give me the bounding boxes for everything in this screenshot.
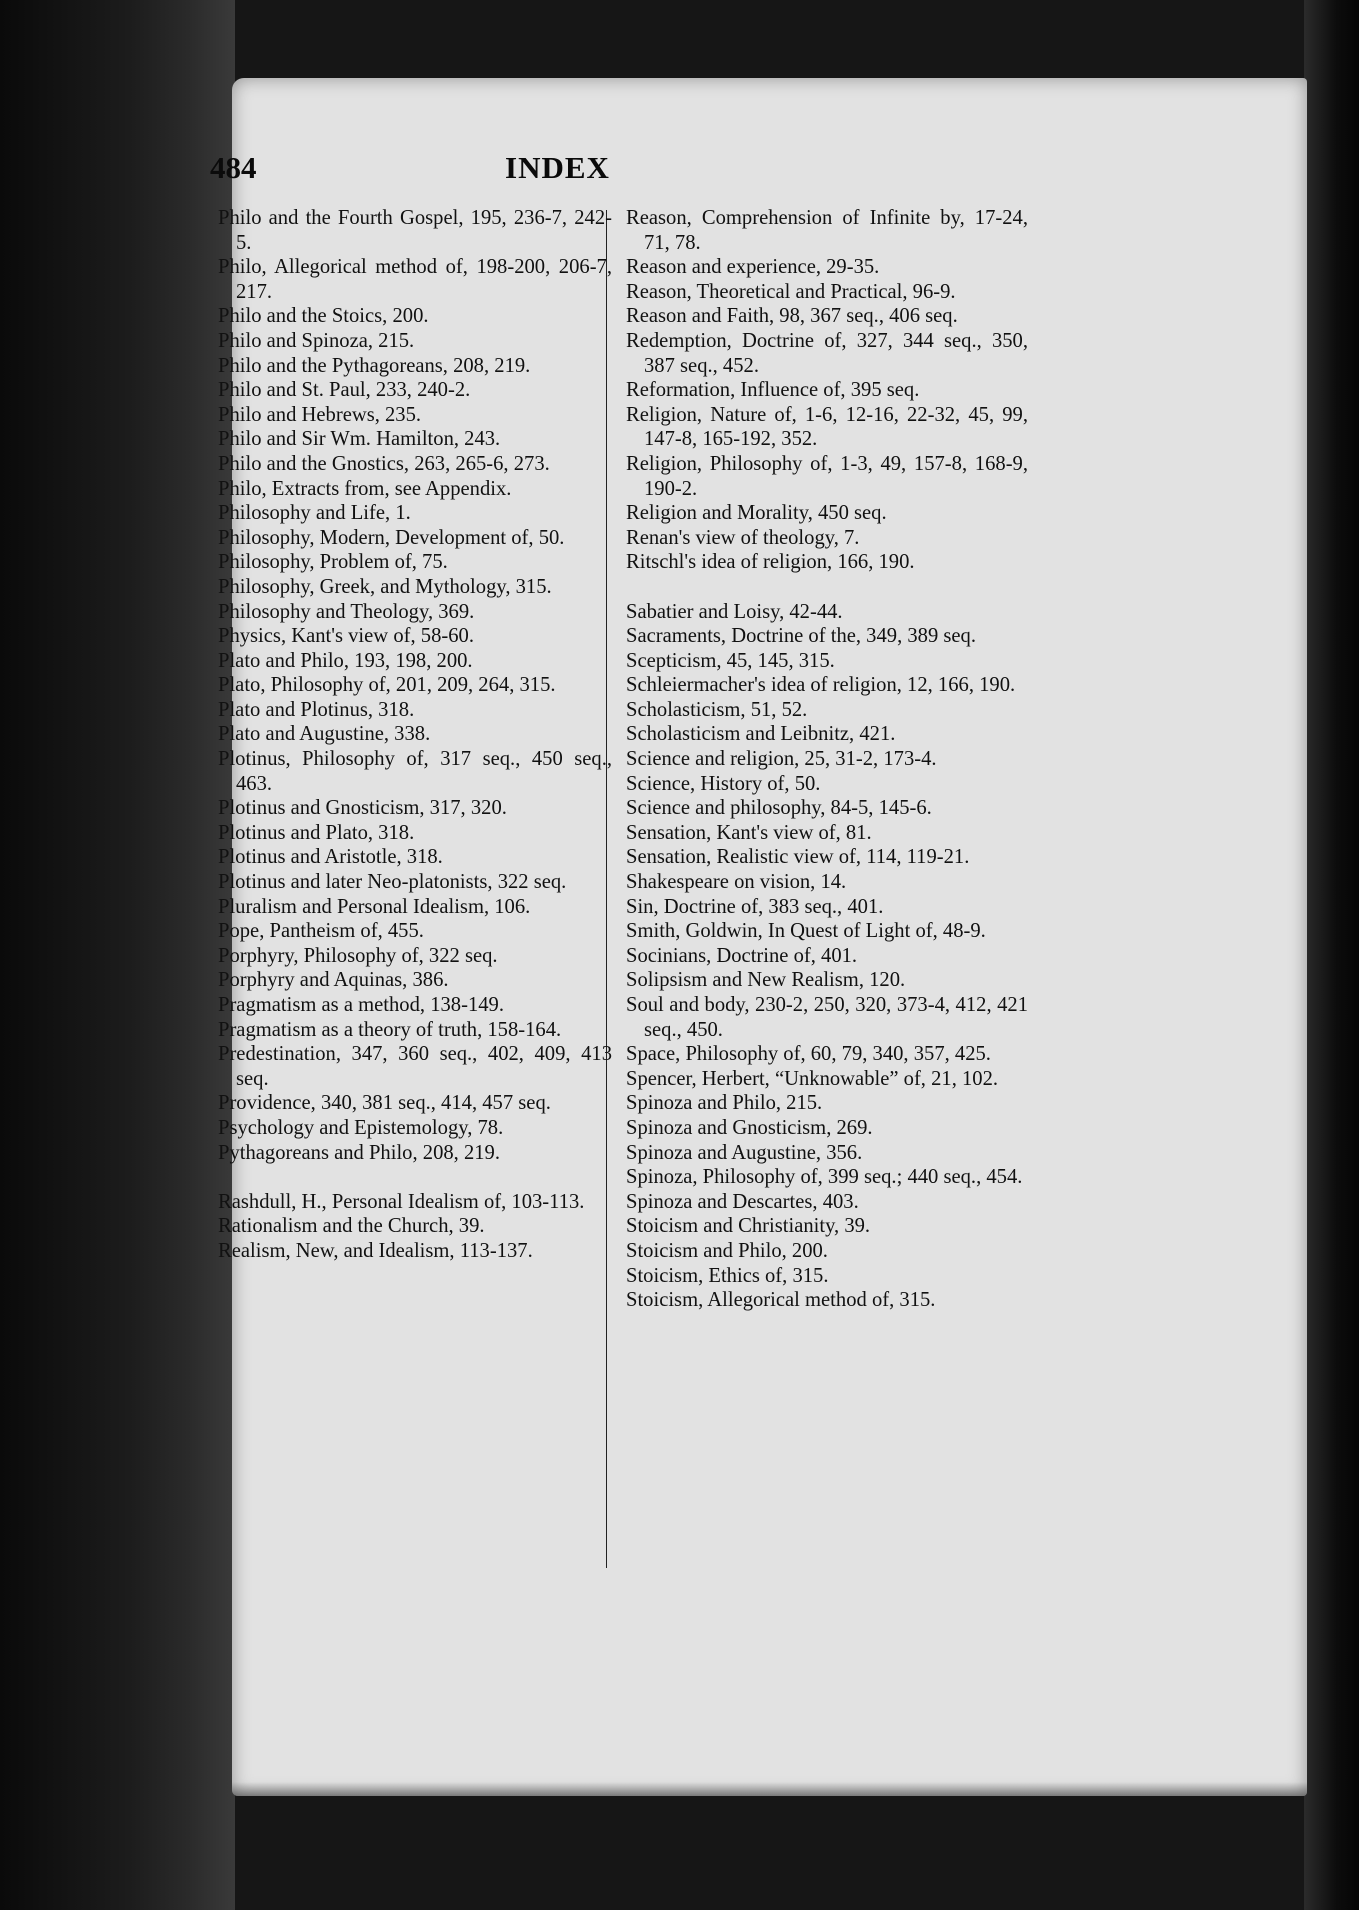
index-entry: Shakespeare on vision, 14. [626,871,847,894]
index-entry: Stoicism and Philo, 200. [626,1239,828,1262]
index-entry: Religion and Morality, 450 seq. [626,502,887,525]
index-entry: Rationalism and the Church, 39. [218,1215,485,1238]
index-entry: Porphyry and Aquinas, 386. [218,969,449,992]
index-entry: Stoicism and Christianity, 39. [626,1215,871,1238]
index-entry: Smith, Goldwin, In Quest of Light of, 48-9. [626,920,986,943]
index-entry: Science, History of, 50. [626,772,821,795]
index-entry: Science and philosophy, 84-5, 145-6. [626,797,932,820]
index-entry: Philo and the Stoics, 200. [218,305,429,328]
index-entry: Spinoza and Augustine, 356. [626,1141,863,1164]
index-entry: Stoicism, Allegorical method of, 315. [626,1289,936,1312]
index-entry: Reformation, Influence of, 395 seq. [626,379,920,402]
index-entry: Pope, Pantheism of, 455. [218,920,424,943]
index-entry: Reason and experience, 29-35. [626,256,880,279]
index-entry: Plotinus and later Neo-platonists, 322 seq. [218,871,567,894]
index-entry: Philo, Allegorical method of, 198-200, 206-7, 217. [218,256,612,303]
index-entry: Plato and Plotinus, 318. [218,698,415,721]
index-column-left [218,206,612,1264]
index-entry: Soul and body, 230-2, 250, 320, 373-4, 412, 421 seq., 450. [626,994,1028,1041]
index-entry: Philosophy, Modern, Development of, 50. [218,526,565,549]
index-entry: Renan's view of theology, 7. [626,526,860,549]
index-entry: Socinians, Doctrine of, 401. [626,944,858,967]
index-entry: Psychology and Epistemology, 78. [218,1116,504,1139]
index-entry: Philo and Hebrews, 235. [218,403,422,426]
index-entry: Spinoza and Gnosticism, 269. [626,1116,873,1139]
index-entry: Sin, Doctrine of, 383 seq., 401. [626,895,884,918]
index-entry: Philosophy, Problem of, 75. [218,551,448,574]
index-entry: Plato and Philo, 193, 198, 200. [218,649,473,672]
index-entry: Sensation, Kant's view of, 81. [626,821,872,844]
index-entry: Religion, Philosophy of, 1-3, 49, 157-8, 168-9, 190-2. [626,452,1028,500]
index-entry: Porphyry, Philosophy of, 322 seq. [218,944,498,967]
index-entry: Sabatier and Loisy, 42-44. [626,600,843,623]
index-entry: Plotinus and Gnosticism, 317, 320. [218,797,507,820]
page-edge-shadow [232,1782,1307,1796]
index-entry: Predestination, 347, 360 seq., 402, 409, 413 seq. [218,1043,612,1090]
index-entry: Ritschl's idea of religion, 166, 190. [626,551,915,574]
index-entry: Pragmatism as a method, 138-149. [218,994,504,1016]
index-entry: Philo and the Gnostics, 263, 265-6, 273. [218,452,550,475]
index-entry: Philo, Extracts from, see Appendix. [218,477,512,500]
index-column-right [626,206,1028,1313]
page-header [210,150,905,200]
index-entry: Reason and Faith, 98, 367 seq., 406 seq. [626,305,958,328]
index-entry: Rashdull, H., Personal Idealism of, 103-113. [218,1190,585,1213]
index-entry: Schleiermacher's idea of religion, 12, 166, 190. [626,674,1016,697]
index-entry: Providence, 340, 381 seq., 414, 457 seq. [218,1092,551,1115]
scan-background-right [1304,0,1359,1910]
index-entry: Plotinus, Philosophy of, 317 seq., 450 seq., 463. [218,748,612,795]
index-entry: Stoicism, Ethics of, 315. [626,1264,829,1287]
index-entry: Sacraments, Doctrine of the, 349, 389 seq. [626,625,977,648]
page-title: INDEX [505,150,610,185]
index-entry: Philosophy and Life, 1. [218,502,411,525]
index-entry: Spinoza, Philosophy of, 399 seq.; 440 seq., 454. [626,1166,1023,1189]
index-entry: Spinoza and Philo, 215. [626,1092,823,1115]
index-entry: Space, Philosophy of, 60, 79, 340, 357, 425. [626,1043,991,1066]
index-entry: Philosophy and Theology, 369. [218,600,475,623]
page-number: 484 [210,150,257,185]
index-entry: Physics, Kant's view of, 58-60. [218,625,474,648]
index-entry: Reason, Theoretical and Practical, 96-9. [626,280,956,303]
index-entry: Realism, New, and Idealism, 113-137. [218,1239,533,1262]
index-entry: Scholasticism, 51, 52. [626,698,808,721]
index-entry: Plotinus and Aristotle, 318. [218,846,443,869]
index-entry: Philo and St. Paul, 233, 240-2. [218,379,471,402]
index-entry: Sensation, Realistic view of, 114, 119-21. [626,846,970,869]
index-entry: Philo and Sir Wm. Hamilton, 243. [218,428,501,451]
index-entry: Philo and the Fourth Gospel, 195, 236-7, 242-5. [218,207,612,254]
index-entry: Solipsism and New Realism, 120. [626,969,906,992]
index-entry: Science and religion, 25, 31-2, 173-4. [626,748,937,771]
index-entry: Religion, Nature of, 1-6, 12-16, 22-32, 45, 99, 147-8, 165-192, 352. [626,403,1028,451]
index-entry: Plato, Philosophy of, 201, 209, 264, 315. [218,674,556,697]
index-entry: Scepticism, 45, 145, 315. [626,649,835,672]
index-entry: Pluralism and Personal Idealism, 106. [218,895,531,918]
index-entry: Philo and the Pythagoreans, 208, 219. [218,354,531,377]
index-entry: Plotinus and Plato, 318. [218,821,415,844]
index-entry: Pythagoreans and Philo, 208, 219. [218,1141,500,1164]
index-entry: Plato and Augustine, 338. [218,723,431,746]
index-entry: Reason, Comprehension of Infinite by, 17-24, 71, 78. [626,207,1028,254]
index-entry: Philosophy, Greek, and Mythology, 315. [218,575,552,598]
index-entry: Spencer, Herbert, “Unknowable” of, 21, 102. [626,1067,999,1090]
index-entry: Philo and Spinoza, 215. [218,329,415,352]
index-entry: Scholasticism and Leibnitz, 421. [626,723,896,746]
scan-background-left [0,0,235,1910]
index-entry: Pragmatism as a theory of truth, 158-164. [218,1018,562,1041]
index-entry: Spinoza and Descartes, 403. [626,1190,859,1213]
index-entry: Redemption, Doctrine of, 327, 344 seq., 350, 387 seq., 452. [626,329,1028,377]
